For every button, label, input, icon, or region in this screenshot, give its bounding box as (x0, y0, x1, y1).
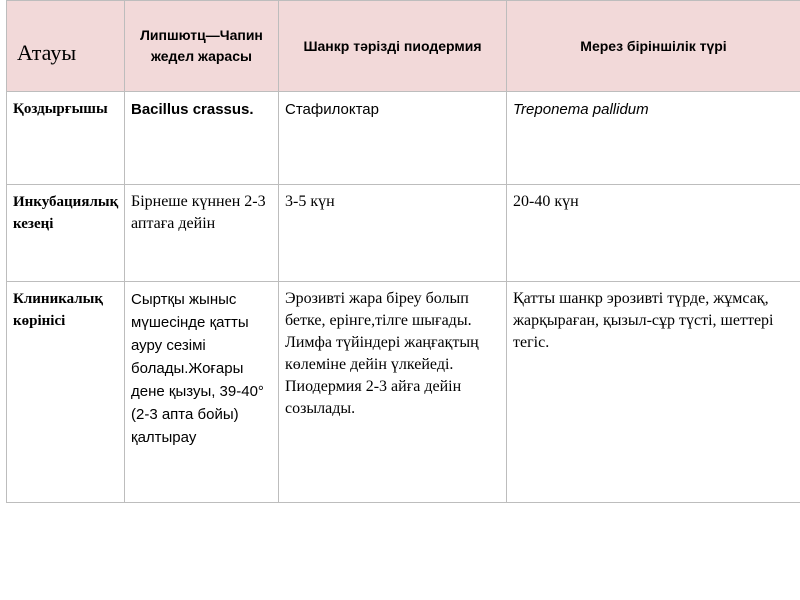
header-cell-syphilis: Мерез біріншілік түрі (507, 1, 800, 92)
table-row (7, 185, 800, 282)
cell-syphilis-incubation: 20-40 күн (507, 185, 800, 282)
cell-syphilis-pathogen: Treponema pallidum (507, 92, 800, 185)
row-label-pathogen: Қоздырғышы (7, 92, 125, 185)
cell-lipschutz-incubation: Бірнеше күннен 2-3 аптаға дейін (125, 185, 279, 282)
cell-pyoderma-incubation: 3-5 күн (279, 185, 507, 282)
header-row (7, 1, 800, 92)
table-row (7, 92, 800, 185)
cell-lipschutz-pathogen: Bacillus crassus. (125, 92, 279, 185)
row-label-incubation: Инкубациялық кезеңі (7, 185, 125, 282)
cell-pyoderma-pathogen: Стафилоктар (279, 92, 507, 185)
header-cell-lipschutz: Липшютц—Чапин жедел жарасы (125, 1, 279, 92)
table-row (7, 282, 800, 503)
cell-lipschutz-clinical: Сыртқы жыныс мүшесінде қатты ауру сезімі болады.Жоғары дене қызуы, 39-40°(2-3 апта бойы) қалтырау (125, 282, 279, 503)
header-cell-name: Атауы (7, 1, 125, 92)
cell-syphilis-clinical: Қатты шанкр эрозивті түрде, жұмсақ, жарқыраған, қызыл-сұр түсті, шеттері тегіс. (507, 282, 800, 503)
row-label-clinical: Клиникалық көрінісі (7, 282, 125, 503)
comparison-table (6, 0, 800, 503)
header-cell-pyoderma: Шанкр тәрізді пиодермия (279, 1, 507, 92)
cell-pyoderma-clinical: Эрозивті жара біреу болып бетке, ерінге,тілге шығады. Лимфа түйіндері жаңғақтың көлеміне дейін үлкейеді. Пиодермия 2-3 айға дейін созылады. (279, 282, 507, 503)
